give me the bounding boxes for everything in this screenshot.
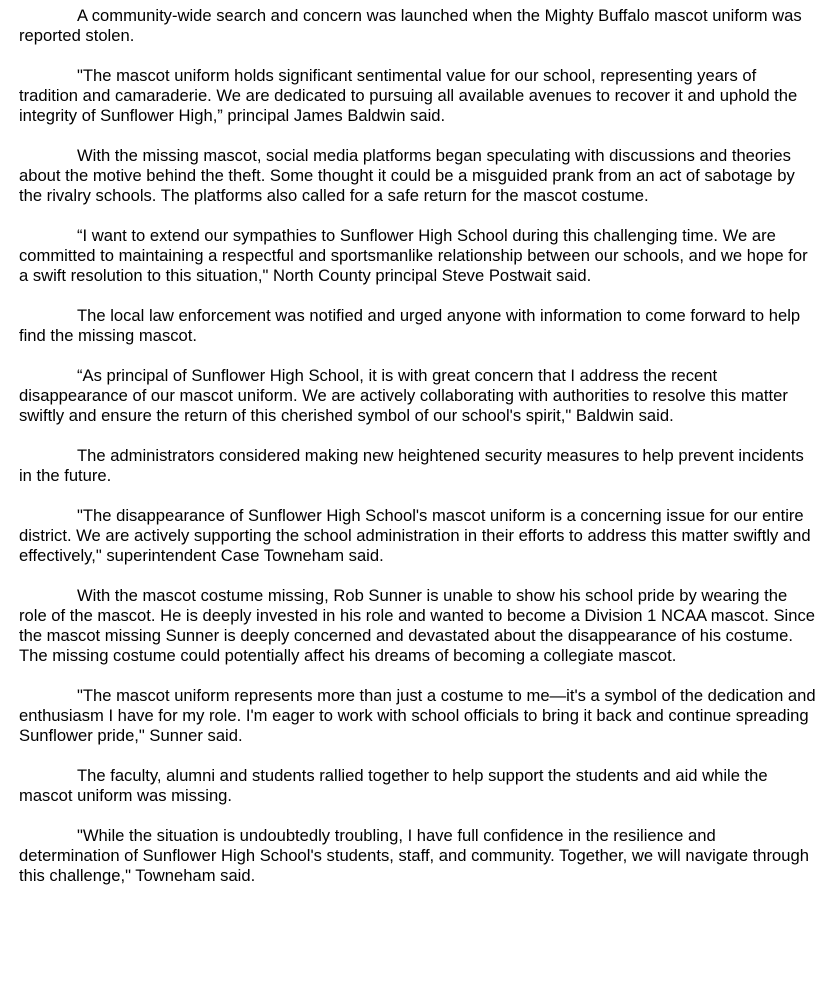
paragraph-2: "The mascot uniform holds significant sentimental value for our school, representing years of tradition and camaraderie. We are dedicated to pursuing all available avenues to recover it and uphold the integrity of Sunflower High,” principal James Baldwin said. xyxy=(19,66,798,125)
paragraph-5: The local law enforcement was notified and urged anyone with information to come forward to help find the missing mascot. xyxy=(19,306,801,345)
paragraph-12: "While the situation is undoubtedly troubling, I have full confidence in the resilience and determination of Sunflower High School's students, staff, and community. Together, we will navigate through this challenge," Towneham said. xyxy=(19,826,809,885)
paragraph-7: The administrators considered making new heightened security measures to help prevent incidents in the future. xyxy=(19,446,804,485)
paragraph-11: The faculty, alumni and students rallied together to help support the students and aid while the mascot uniform was missing. xyxy=(19,766,768,805)
paragraph-1: A community-wide search and concern was launched when the Mighty Buffalo mascot uniform was reported stolen. xyxy=(19,6,802,45)
paragraph-9: With the mascot costume missing, Rob Sunner is unable to show his school pride by wearing the role of the mascot. He is deeply invested in his role and wanted to become a Division 1 NCAA mascot. Since the mascot missing Sunner is deeply concerned and devastated about the disappearance of his costume. The missing costume could potentially affect his dreams of becoming a collegiate mascot. xyxy=(19,586,815,665)
paragraph-4: “I want to extend our sympathies to Sunflower High School during this challenging time. We are committed to maintaining a respectful and sportsmanlike relationship between our schools, and we hope for a swift resolution to this situation," North County principal Steve Postwait said. xyxy=(19,226,808,285)
paragraph-8: "The disappearance of Sunflower High School's mascot uniform is a concerning issue for our entire district. We are actively supporting the school administration in their efforts to address this matter swiftly and effectively," superintendent Case Towneham said. xyxy=(19,506,811,565)
paragraph-6: “As principal of Sunflower High School, it is with great concern that I address the recent disappearance of our mascot uniform. We are actively collaborating with authorities to resolve this matter swiftly and ensure the return of this cherished symbol of our school's spirit," Baldwin said. xyxy=(19,366,788,425)
paragraph-3: With the missing mascot, social media platforms began speculating with discussions and theories about the motive behind the theft. Some thought it could be a misguided prank from an act of sabotage by the rivalry schools. The platforms also called for a safe return for the mascot costume. xyxy=(19,146,795,205)
paragraph-10: "The mascot uniform represents more than just a costume to me—it's a symbol of the dedication and enthusiasm I have for my role. I'm eager to work with school officials to bring it back and continue spreading Sunflower pride," Sunner said. xyxy=(19,686,816,745)
